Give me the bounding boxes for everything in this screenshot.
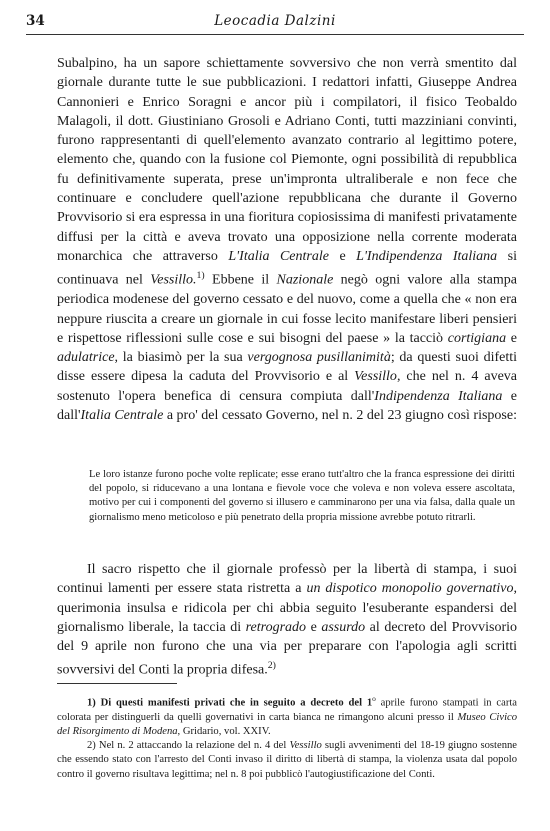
footnote-ref-2: 2) (267, 660, 276, 672)
footnotes (57, 692, 517, 782)
page-header (26, 13, 524, 33)
page-number: 34 (26, 13, 45, 29)
second-paragraph: Il sacro rispetto che il giornale professò per la libertà di stampa, i suoi continui lamenti per essere stata ristretta a un dispotico monopolio governativo, querimonia insulsa e ridicola per chi abbia seguito l'esuberante espandersi del giornalismo liberale, la taccia di retrogrado e assurdo al decreto del Provvisorio del 9 aprile non furono che una via per preparare con l'apologia agli scritti sovversivi del Conti la propria difesa.$^{2)}$ (57, 562, 518, 679)
quote-text: Le loro istanze furono poche volte replicate; esse erano tutt'altro che la franca espressione dei diritti del popolo, si riducevano a una lontana e fievole voce che voleva e non voleva essere ascoltata, motivo per cui i componenti del governo si illusero e camminarono per una via falsa, dalla quale un giornalismo meno meticoloso e più penetrato della propria missione avrebbe potuto ritrarli. (89, 469, 515, 523)
footnote-rule (57, 683, 177, 684)
running-head: Leocadia Dalzini (214, 13, 336, 29)
footnote-1: 1) Di questi manifesti privati che in seguito a decreto del 1$^o$ aprile furono stampati in carta colorata per distinguerli da quelli governativi in carta bianca ne rimangono alcuni presso il Museo Civico del Risorgimento di Modena, Gridario, vol. XXIV. (57, 694, 518, 737)
block-quote (89, 468, 515, 525)
header-rule (26, 34, 524, 35)
footnote-2: 2) Nel n. 2 attaccando la relazione del n. 4 del Vessillo sugli avvenimenti del 18-19 giugno sostenne che essendo stato con l'arresto del Conti invaso il diritto di libertà di stampa, la violenza usata dal popolo contro il governo risultava legittima; nel n. 8 poi pubblicò l'autogiustificazione del Conti. (57, 740, 517, 780)
main-paragraph: Subalpino, ha un sapore schiettamente sovversivo che non verrà smentito dal giornale durante tutte le sue pubblicazioni. I redattori infatti, Giuseppe Andrea Cannonieri e Enrico Soragni e ancor più i compilatori, il fisico Teobaldo Malagoli, il dott. Giustiniano Grosoli e Adriano Conti, tutti mazziniani convinti, furono rappresentanti di quell'elemento avanzato contrario al legittimo potere, elemento che, quando con la fusione col Piemonte, ogni possibilità di repubblica fu definitivamente superata, prese un'impronta ultraliberale e non fece che continuare e concludere quell'azione repubblicana che durante il Governo Provvisorio si era espressa in una fioritura copiosissima di manifesti privatamente diffusi per la città e aveva trovato una opposizione nella corrente moderata monarchica che attraverso L'Italia Centrale e L'Indipendenza Italiana si continuava nel Vessillo.$^{1)}$ Ebbene il Nazionale negò ogni valore alla stampa periodica modenese del governo cessato e del nuovo, come a quella che « non era neppure riuscita a creare un giornale in cui fosse lecito manifestare liberi pensieri e rispettose riflessioni sulle cose e sui bisogni del paese » la tacciò cortigiana e adulatrice, la biasimò per la sua vergognosa pusillanimità; da questi suoi difetti disse essere dipesa la caduta del Provvisorio e al Vessillo, che nel n. 4 aveva sostenuto l'opera benefica di censura compiuta dall'Indipendenza Italiana e dall'Italia Centrale a pro' del cessato Governo, nel n. 2 del 23 giugno così rispose: (57, 56, 518, 423)
footnote-ref-1: 1) (196, 270, 205, 282)
